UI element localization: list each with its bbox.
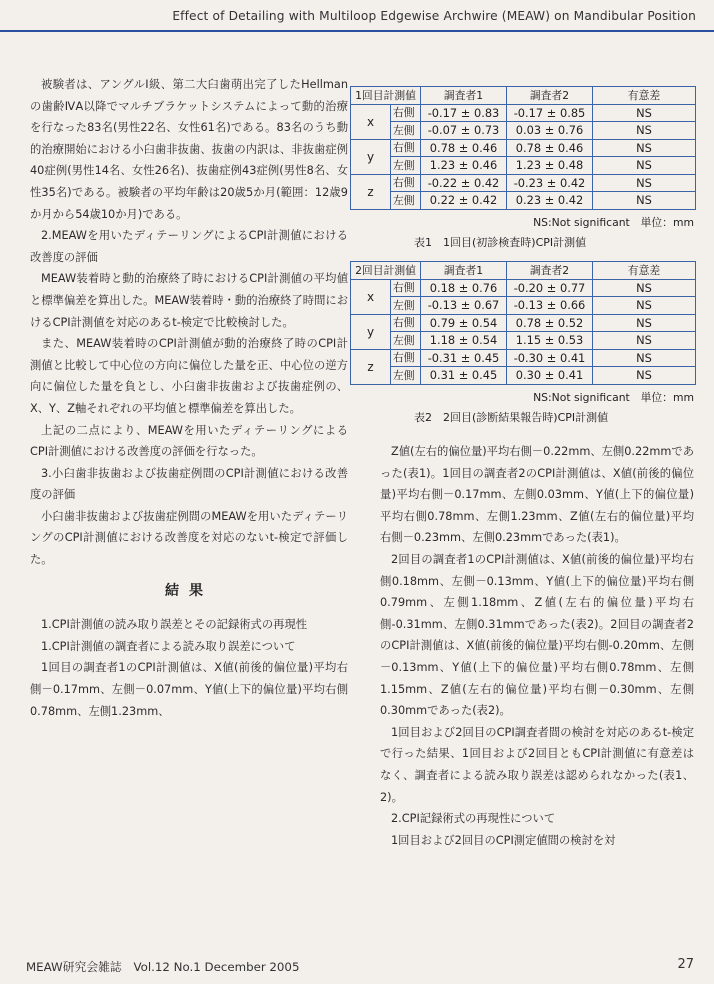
paragraph-results-1: 1回目の調査者1のCPI計測値は、X値(前後的偏位量)平均右側－0.17mm、左側－0.07mm、Y値(上下的偏位量)平均右側0.78mm、左側1.23mm、	[30, 661, 348, 718]
paragraph-method-2c: 上記の二点により、MEAWを用いたディテーリングによるCPI計測値における改善度の評価を行なった。	[30, 423, 348, 459]
table-cell-value: 0.78 ± 0.46	[421, 139, 507, 157]
table-1	[350, 86, 696, 210]
table-cell-value: 0.78 ± 0.52	[507, 314, 593, 332]
table-cell-value: 0.22 ± 0.42	[421, 192, 507, 210]
table-cell-side: 右側	[391, 104, 421, 122]
table-2-note: NS:Not significant 単位：mm	[533, 390, 694, 404]
table-cell-value: 0.79 ± 0.54	[421, 314, 507, 332]
table-cell-significance: NS	[593, 157, 696, 175]
section-3-heading: 3.小臼歯非抜歯および抜歯症例間のCPI計測値における改善度の評価	[30, 466, 348, 502]
table-1-header-observer-1: 調査者1	[421, 87, 507, 105]
table-cell-significance: NS	[593, 192, 696, 210]
table-1-header-row	[351, 87, 696, 105]
table-cell-value: -0.13 ± 0.67	[421, 297, 507, 315]
table-1-caption: 表1 1回目(初診検査時)CPI計測値	[414, 235, 587, 249]
table-2-var-y: y	[351, 314, 391, 349]
table-cell-side: 右側	[391, 139, 421, 157]
table-row	[351, 367, 696, 385]
table-row	[351, 297, 696, 315]
paragraph-subjects: 被験者は、アングルⅠ級、第二大臼歯萌出完了したHellmanの歯齢ⅣA以降でマルチブラケットシステムによって動的治療を行なった83名(男性22名、女性61名)である。83名のうち動的治療開始における小臼歯非抜歯、抜歯の内訳は、非抜歯症例40症例(男性14名、女性26名)、抜歯症例43症例(男性8名、女性35名)である。被験者の平均年齢は20歳5か月(範囲：12歳9か月から54歳10か月)である。	[30, 78, 348, 221]
table-2-var-z: z	[351, 349, 391, 384]
table-1-header-observer-2: 調査者2	[507, 87, 593, 105]
page-number: 27	[677, 957, 694, 972]
table-2-var-x: x	[351, 279, 391, 314]
table-cell-significance: NS	[593, 174, 696, 192]
table-cell-value: -0.17 ± 0.85	[507, 104, 593, 122]
paragraph-method-2b: また、MEAW装着時のCPI計測値が動的治療終了時のCPI計測値と比較して中心位の方向に偏位した量を正、中心位の逆方向に偏位した量を負とし、小臼歯非抜歯および抜歯症例の、X、Y、Z軸それぞれの平均値と標準偏差を算出した。	[30, 337, 348, 415]
table-cell-value: 1.15 ± 0.53	[507, 332, 593, 350]
table-1-var-z: z	[351, 174, 391, 209]
table-2-header-row	[351, 262, 696, 280]
table-cell-value: -0.22 ± 0.42	[421, 174, 507, 192]
table-2-block	[350, 261, 696, 425]
results-subheading-1-1: 1.CPI計測値の調査者による読み取り誤差について	[41, 639, 296, 653]
table-2-caption: 表2 2回目(診断結果報告時)CPI計測値	[414, 410, 609, 424]
table-row	[351, 174, 696, 192]
left-column	[30, 74, 348, 722]
journal-citation: MEAW研究会雑誌 Vol.12 No.1 December 2005	[26, 960, 300, 974]
table-cell-side: 右側	[391, 174, 421, 192]
table-cell-value: -0.13 ± 0.66	[507, 297, 593, 315]
table-cell-value: 0.18 ± 0.76	[421, 279, 507, 297]
table-cell-side: 左側	[391, 367, 421, 385]
table-cell-significance: NS	[593, 122, 696, 140]
paragraph-method-2a: MEAW装着時と動的治療終了時におけるCPI計測値の平均値と標準偏差を算出した。MEAW装着時・動的治療終了時間におけるCPI計測値を対応のあるt-検定で比較検討した。	[30, 272, 348, 329]
table-cell-value: -0.23 ± 0.42	[507, 174, 593, 192]
table-1-block	[350, 86, 696, 250]
table-cell-value: -0.17 ± 0.83	[421, 104, 507, 122]
paragraph-results-1-cont: Z値(左右的偏位量)平均右側－0.22mm、左側0.22mmであった(表1)。1回目の調査者2のCPI計測値は、X値(前後的偏位量)平均右側－0.17mm、左側0.03mm、Y値(上下的偏位量)平均右側0.78mm、左側1.23mm、Z値(左右的偏位量)平均右側－0.23mm、左側0.23mmであった(表1)。	[380, 445, 694, 545]
table-cell-side: 左側	[391, 192, 421, 210]
header-rule	[0, 30, 714, 32]
table-cell-value: 0.31 ± 0.45	[421, 367, 507, 385]
page-footer	[0, 956, 714, 980]
paragraph-results-2nd: 2回目の調査者1のCPI計測値は、X値(前後的偏位量)平均右側0.18mm、左側－0.13mm、Y値(上下的偏位量)平均右側0.79mm、左側1.18mm、Z値(左右的偏位量)平均右側-0.31mm、左側0.31mmであった(表2)。2回目の調査者2のCPI計測値は、X値(前後的偏位量)平均右側-0.20mm、左側－0.13mm、Y値(上下的偏位量)平均右側0.78mm、左側1.15mm、Z値(左右的偏位量)平均右側－0.30mm、左側0.30mmであった(表2)。	[380, 552, 694, 718]
table-cell-value: 1.23 ± 0.48	[507, 157, 593, 175]
running-title: Effect of Detailing with Multiloop Edgewise Archwire (MEAW) on Mandibular Position	[172, 9, 696, 23]
table-2	[350, 261, 696, 385]
table-row	[351, 157, 696, 175]
table-2-header-observer-2: 調査者2	[507, 262, 593, 280]
table-row	[351, 192, 696, 210]
table-cell-value: -0.07 ± 0.73	[421, 122, 507, 140]
table-cell-value: -0.20 ± 0.77	[507, 279, 593, 297]
paragraph-results-reproducibility: 1回目および2回目のCPI測定値間の検討を対	[391, 833, 616, 847]
table-cell-side: 左側	[391, 332, 421, 350]
table-cell-value: 0.03 ± 0.76	[507, 122, 593, 140]
table-cell-value: 0.23 ± 0.42	[507, 192, 593, 210]
table-cell-significance: NS	[593, 104, 696, 122]
table-row	[351, 314, 696, 332]
table-cell-side: 右側	[391, 349, 421, 367]
table-cell-side: 左側	[391, 297, 421, 315]
table-2-header-significance: 有意差	[593, 262, 696, 280]
table-1-header-significance: 有意差	[593, 87, 696, 105]
results-subheading-1-2: 2.CPI記録術式の再現性について	[391, 812, 556, 826]
table-cell-value: 1.18 ± 0.54	[421, 332, 507, 350]
table-2-header-observer-1: 調査者1	[421, 262, 507, 280]
results-heading: 結果	[165, 582, 213, 599]
table-cell-value: -0.30 ± 0.41	[507, 349, 593, 367]
table-cell-significance: NS	[593, 367, 696, 385]
table-1-note: NS:Not significant 単位：mm	[533, 215, 694, 229]
table-cell-value: 1.23 ± 0.46	[421, 157, 507, 175]
table-cell-significance: NS	[593, 139, 696, 157]
section-2-heading: 2.MEAWを用いたディテーリングによるCPI計測値における改善度の評価	[30, 229, 348, 264]
table-cell-side: 右側	[391, 279, 421, 297]
table-row	[351, 279, 696, 297]
table-2-header-session: 2回目計測値	[351, 262, 421, 280]
right-column	[380, 441, 694, 851]
table-row	[351, 122, 696, 140]
results-subheading-1: 1.CPI計測値の読み取り誤差とその記録術式の再現性	[41, 618, 308, 632]
table-cell-significance: NS	[593, 332, 696, 350]
table-row	[351, 349, 696, 367]
running-header	[0, 0, 714, 34]
table-1-var-y: y	[351, 139, 391, 174]
table-cell-side: 左側	[391, 157, 421, 175]
table-cell-side: 左側	[391, 122, 421, 140]
table-cell-significance: NS	[593, 349, 696, 367]
table-row	[351, 332, 696, 350]
table-cell-side: 右側	[391, 314, 421, 332]
table-cell-value: 0.30 ± 0.41	[507, 367, 593, 385]
table-row	[351, 104, 696, 122]
table-cell-significance: NS	[593, 297, 696, 315]
paragraph-results-ttest: 1回目および2回目のCPI調査者間の検討を対応のあるt-検定で行った結果、1回目および2回目ともCPI計測値に有意差はなく、調査者による読み取り誤差は認められなかった(表1、2)。	[380, 725, 694, 804]
table-1-header-session: 1回目計測値	[351, 87, 421, 105]
table-cell-value: 0.78 ± 0.46	[507, 139, 593, 157]
table-row	[351, 139, 696, 157]
paragraph-method-3: 小臼歯非抜歯および抜歯症例間のMEAWを用いたディテーリングのCPI計測値における改善度を対応のないt-検定で評価した。	[30, 509, 348, 567]
table-1-var-x: x	[351, 104, 391, 139]
table-cell-significance: NS	[593, 279, 696, 297]
table-cell-value: -0.31 ± 0.45	[421, 349, 507, 367]
table-cell-significance: NS	[593, 314, 696, 332]
